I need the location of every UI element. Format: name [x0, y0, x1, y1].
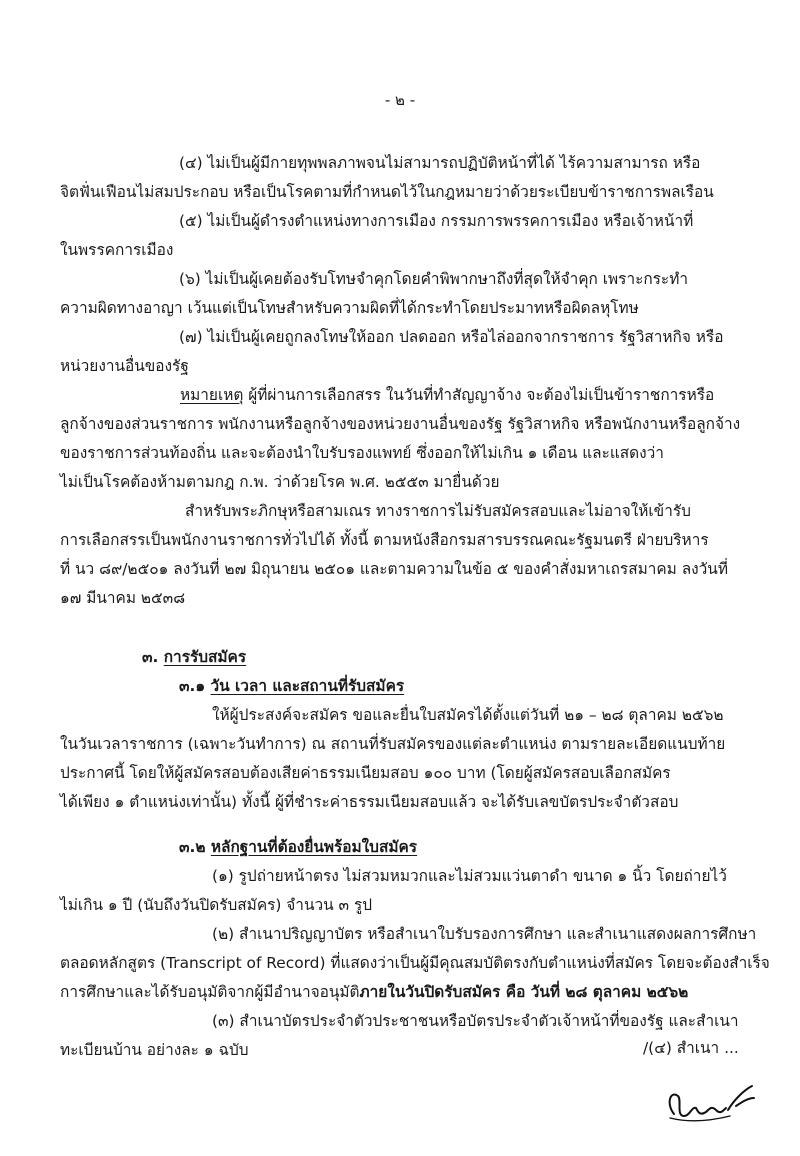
monk-line-1: สำหรับพระภิกษุหรือสามเณร ทางราชการไม่รับสมัครสอบและไม่อาจให้เข้ารับ	[185, 502, 691, 520]
item-6-line-2: ความผิดทางอาญา เว้นแต่เป็นโทษสำหรับความผิดที่ได้กระทำโดยประมาทหรือผิดลหุโทษ	[60, 299, 639, 317]
note-line-3: ของราชการส่วนท้องถิ่น และจะต้องนำใบรับรองแพทย์ ซึ่งออกให้ไม่เกิน ๑ เดือน และแสดงว่า	[60, 444, 664, 462]
doc-3-line-1: (๓) สำเนาบัตรประจำตัวประชาชนหรือบัตรประจำตัวเจ้าหน้าที่ของรัฐ และสำเนา	[212, 1012, 739, 1030]
monk-line-3: ที่ นว ๘๙/๒๕๐๑ ลงวันที่ ๒๗ มิถุนายน ๒๕๐๑ และตามความในข้อ ๕ ของคำสั่งมหาเถรสมาคม ลงวันที่	[60, 560, 728, 578]
doc-1-line-1: (๑) รูปถ่ายหน้าตรง ไม่สวมหมวกและไม่สวมแว่นตาดำ ขนาด ๑ นิ้ว โดยถ่ายไว้	[212, 867, 727, 885]
monk-line-4: ๑๗ มีนาคม ๒๕๓๘	[60, 589, 186, 607]
section-3-2-heading	[179, 840, 417, 855]
section-3-2-title: หลักฐานที่ต้องยื่นพร้อมใบสมัคร	[210, 838, 418, 856]
item-4-line-1: (๔) ไม่เป็นผู้มีกายทุพพลภาพจนไม่สามารถปฏิบัติหน้าที่ได้ ไร้ความสามารถ หรือ	[179, 154, 701, 172]
note-line-1	[180, 388, 714, 403]
note-line-2: ลูกจ้างของส่วนราชการ พนักงานหรือลูกจ้างของหน่วยงานอื่นของรัฐ รัฐวิสาหกิจ หรือพนักงานหรือลูกจ้าง	[60, 415, 741, 433]
item-6-line-1: (๖) ไม่เป็นผู้เคยต้องรับโทษจำคุกโดยคำพิพากษาถึงที่สุดให้จำคุก เพราะกระทำ	[179, 270, 688, 288]
section-3-heading	[142, 650, 246, 665]
section-3-1-line-4: ได้เพียง ๑ ตำแหน่งเท่านั้น) ทั้งนี้ ผู้ที่ชำระค่าธรรมเนียมสอบแล้ว จะได้รับเลขบัตรประจำตัวสอบ	[60, 793, 679, 811]
monk-line-2: การเลือกสรรเป็นพนักงานราชการทั่วไปได้ ทั้งนี้ ตามหนังสือกรมสารบรรณคณะรัฐมนตรี ฝ่ายบริหาร	[60, 531, 709, 549]
section-3-title: การรับสมัคร	[163, 648, 247, 666]
page-number: - ๒ -	[384, 91, 416, 109]
doc-1-line-2: ไม่เกิน ๑ ปี (นับถึงวันปิดรับสมัคร) จำนวน ๓ รูป	[60, 896, 372, 914]
note-text: ผู้ที่ผ่านการเลือกสรร ในวันที่ทำสัญญาจ้าง จะต้องไม่เป็นข้าราชการหรือ	[243, 386, 715, 404]
item-5-line-2: ในพรรคการเมือง	[60, 241, 174, 259]
doc-2-deadline: ภายในวันปิดรับสมัคร คือ วันที่ ๒๘ ตุลาคม ๒๕๖๒	[359, 983, 689, 1001]
item-5-line-1: (๕) ไม่เป็นผู้ดำรงตำแหน่งทางการเมือง กรรมการพรรคการเมือง หรือเจ้าหน้าที่	[179, 212, 694, 230]
item-4-line-2: จิตฟั่นเฟือนไม่สมประกอบ หรือเป็นโรคตามที่กำหนดไว้ในกฎหมายว่าด้วยระเบียบข้าราชการพลเรือน	[60, 183, 714, 201]
note-label: หมายเหตุ	[180, 386, 244, 404]
note-line-4: ไม่เป็นโรคต้องห้ามตามกฎ ก.พ. ว่าด้วยโรค พ.ศ. ๒๕๕๓ มายื่นด้วย	[60, 473, 500, 491]
doc-2-line-3	[60, 985, 688, 1000]
section-3-2-number: ๓.๒	[179, 838, 206, 856]
section-3-1-line-3: ประกาศนี้ โดยให้ผู้สมัครสอบต้องเสียค่าธรรมเนียมสอบ ๑๐๐ บาท (โดยผู้สมัครสอบเลือกสมัคร	[60, 764, 671, 782]
item-7-line-1: (๗) ไม่เป็นผู้เคยถูกลงโทษให้ออก ปลดออก หรือไล่ออกจากราชการ รัฐวิสาหกิจ หรือ	[179, 328, 724, 346]
continuation-marker: /(๔) สำเนา ...	[643, 1039, 739, 1057]
handwritten-signature	[656, 1076, 766, 1136]
doc-2-line-3-text: การศึกษาและได้รับอนุมัติจากผู้มีอำนาจอนุมัติ	[60, 983, 360, 1001]
doc-2-line-2: ตลอดหลักสูตร (Transcript of Record) ที่แสดงว่าเป็นผู้มีคุณสมบัติตรงกับตำแหน่งที่สมัคร โดยจะต้องสำเร็จ	[60, 954, 770, 972]
section-3-1-line-2: ในวันเวลาราชการ (เฉพาะวันทำการ) ณ สถานที่รับสมัครของแต่ละตำแหน่ง ตามรายละเอียดแนบท้าย	[60, 735, 726, 753]
doc-3-line-2: ทะเบียนบ้าน อย่างละ ๑ ฉบับ	[60, 1041, 249, 1059]
section-3-1-line-1: ให้ผู้ประสงค์จะสมัคร ขอและยื่นใบสมัครได้ตั้งแต่วันที่ ๒๑ – ๒๘ ตุลาคม ๒๕๖๒	[212, 706, 724, 724]
item-7-line-2: หน่วยงานอื่นของรัฐ	[60, 357, 189, 375]
section-3-1-number: ๓.๑	[179, 677, 206, 695]
doc-2-line-1: (๒) สำเนาปริญญาบัตร หรือสำเนาใบรับรองการศึกษา และสำเนาแสดงผลการศึกษา	[212, 925, 757, 943]
section-3-number: ๓.	[142, 648, 159, 666]
section-3-1-heading	[179, 679, 404, 694]
section-3-1-title: วัน เวลา และสถานที่รับสมัคร	[210, 677, 405, 695]
